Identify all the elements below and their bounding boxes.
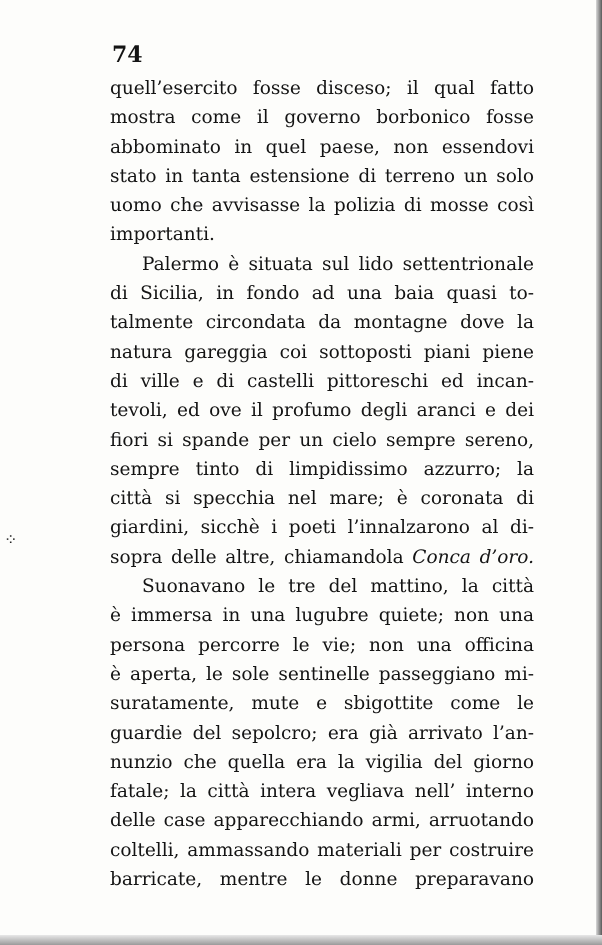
text-line: uomo che avvisasse la polizia di mosse così bbox=[110, 195, 534, 217]
text-line-with-italic bbox=[110, 543, 534, 572]
text-line: è immersa in una lugubre quiete; non una bbox=[110, 605, 534, 627]
page-bottom-shadow bbox=[0, 935, 602, 945]
text-line: di Sicilia, in fondo ad una baia quasi to- bbox=[110, 283, 534, 305]
text-line: è aperta, le sole sentinelle passeggiano mi- bbox=[110, 663, 534, 685]
paragraph-start-line: Palermo è situata sul lido settentrionale bbox=[142, 253, 534, 275]
page-edge-shadow bbox=[596, 0, 602, 945]
text-line: talmente circondata da montagne dove la bbox=[110, 312, 534, 334]
page-number: 74 bbox=[112, 42, 143, 68]
text-line: importanti. bbox=[110, 224, 215, 246]
text-line: nunzio che quella era la vigilia del giorno bbox=[110, 751, 534, 773]
text-line: mostra come il governo borbonico fosse bbox=[110, 107, 534, 129]
text-line: delle case apparecchiando armi, arruotando bbox=[110, 810, 534, 832]
text-line: giardini, sicchè i poeti l’innalzarono al di- bbox=[110, 517, 534, 539]
text-fragment: sopra delle altre, chiamandola bbox=[110, 546, 404, 568]
text-line: sempre tinto di limpidissimo azzurro; la bbox=[110, 458, 534, 480]
text-line: quell’esercito fosse disceso; il qual fatto bbox=[110, 78, 534, 99]
paragraph-start-line: Suonavano le tre del mattino, la città bbox=[142, 576, 534, 598]
margin-ink-mark: ⁘ bbox=[4, 530, 18, 549]
text-line: stato in tanta estensione di terreno un solo bbox=[110, 165, 534, 187]
text-line: fiori si spande per un cielo sempre sereno, bbox=[110, 429, 534, 451]
text-line: abbominato in quel paese, non essendovi bbox=[110, 136, 534, 158]
text-line: tevoli, ed ove il profumo degli aranci e dei bbox=[110, 400, 534, 422]
text-line: coltelli, ammassando materiali per costruire bbox=[110, 839, 534, 861]
text-line: di ville e di castelli pittoreschi ed incan- bbox=[110, 370, 534, 392]
text-line: persona percorre le vie; non una officina bbox=[110, 634, 534, 656]
text-line: fatale; la città intera vegliava nell’ interno bbox=[110, 781, 534, 803]
text-line: natura gareggia coi sottoposti piani piene bbox=[110, 341, 534, 363]
text-line: barricate, mentre le donne preparavano bbox=[110, 869, 534, 891]
text-line: guardie del sepolcro; era già arrivato l’an- bbox=[110, 722, 534, 744]
body-text bbox=[110, 74, 534, 894]
text-line: suratamente, mute e sbigottite come le bbox=[110, 693, 534, 715]
italic-phrase: Conca d’oro. bbox=[412, 546, 534, 568]
text-line: città si specchia nel mare; è coronata di bbox=[110, 488, 534, 510]
